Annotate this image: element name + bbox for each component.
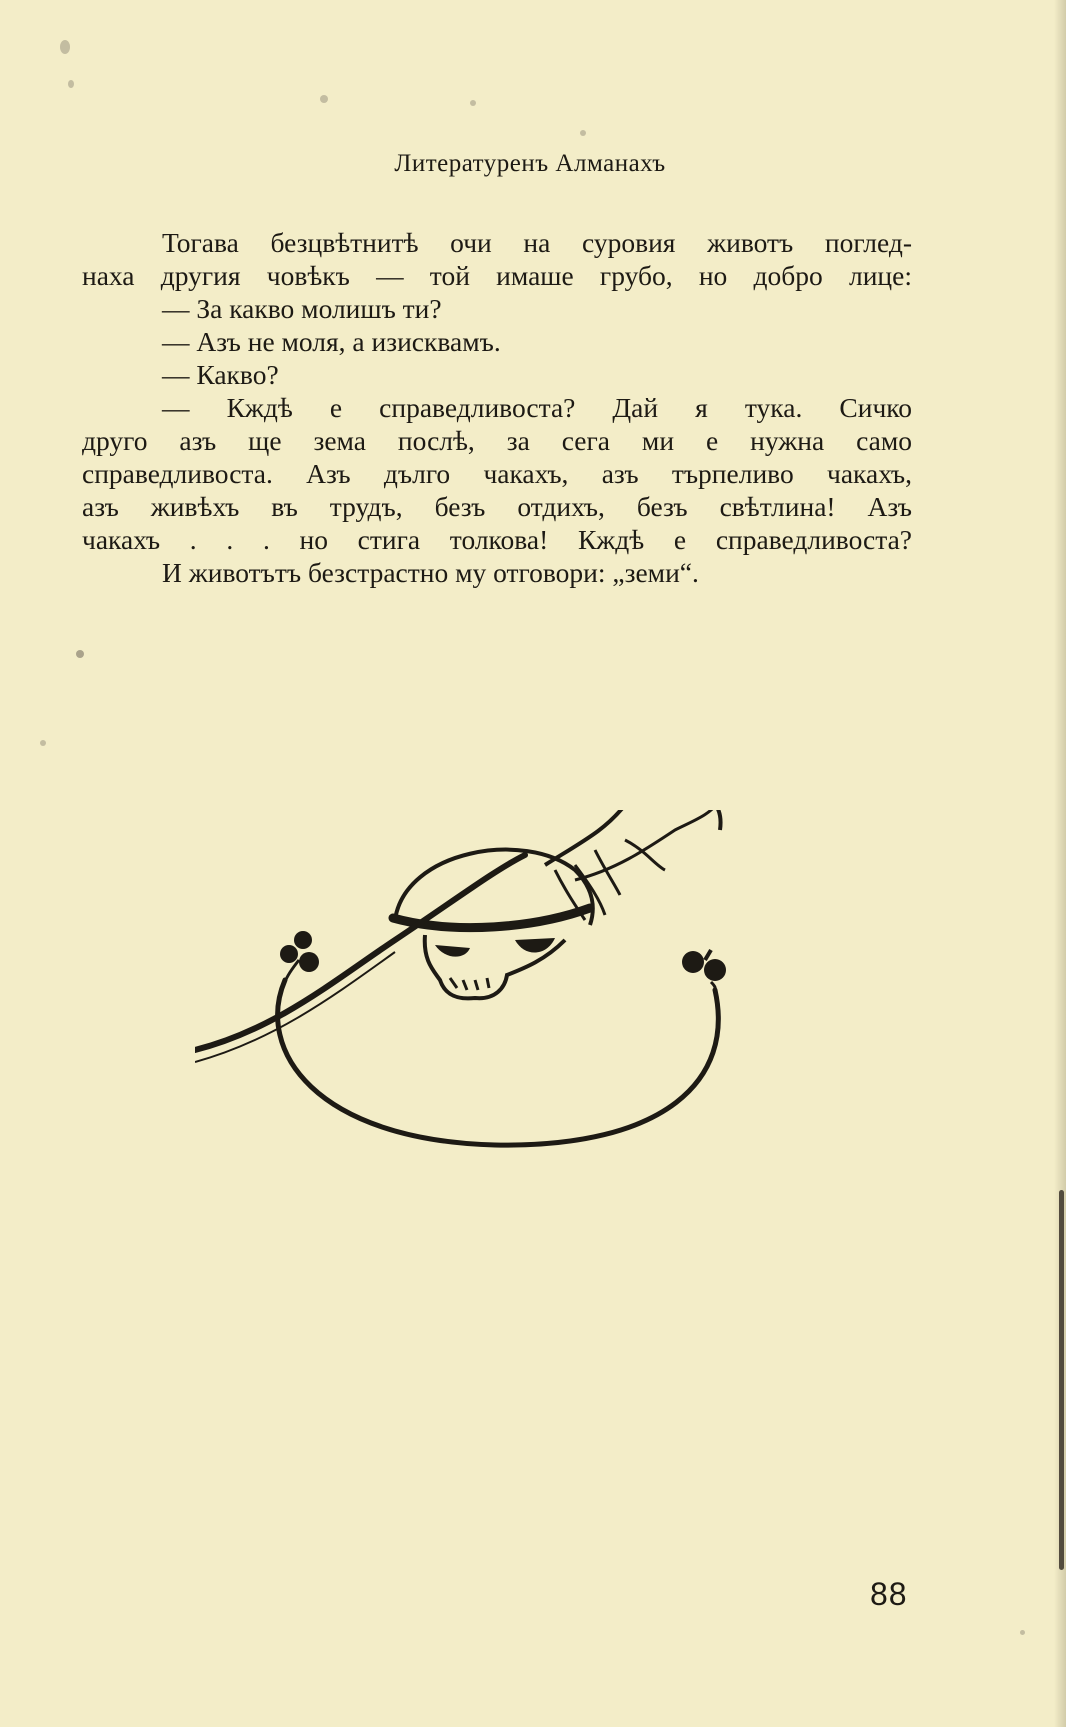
text-line: азъ живѣхъ въ трудъ, безъ отдихъ, безъ свѣтлина! Азъ — [82, 491, 912, 522]
text-line: — Кждѣ е справедливоста? Дай я тука. Сичко — [162, 392, 912, 423]
paper-speck — [470, 100, 476, 106]
paper-speck — [68, 80, 74, 88]
paper-speck — [76, 650, 84, 658]
text-line: справедливоста. Азъ дълго чакахъ, азъ търпеливо чакахъ, — [82, 458, 912, 489]
clover-right-icon — [682, 950, 726, 992]
binding-line — [1059, 1190, 1064, 1570]
text-line: И животътъ безстрастно му отговори: „земи“. — [162, 557, 699, 588]
text-line: — Азъ не моля, а изисквамъ. — [162, 326, 501, 357]
paper-speck — [60, 40, 70, 54]
page-edge — [1066, 0, 1080, 1727]
paper-speck — [320, 95, 328, 103]
paper-speck — [1020, 1630, 1025, 1635]
body-text — [82, 226, 912, 589]
text-line: — За какво молишъ ти? — [162, 293, 442, 324]
text-line: Тогава безцвѣтнитѣ очи на суровия животъ поглед- — [162, 227, 912, 258]
paper-speck — [40, 740, 46, 746]
paper-speck — [580, 130, 586, 136]
running-header: Литературенъ Алманахъ — [394, 150, 666, 177]
page-number: 88 — [870, 1576, 908, 1612]
text-line: наха другия човѣкъ — той имаше грубо, но добро лице: — [82, 260, 912, 291]
text-line: друго азъ ще зема послѣ, за сега ми е нужна само — [82, 425, 912, 456]
text-line: — Какво? — [162, 359, 279, 390]
text-line: чакахъ . . . но стига толкова! Кждѣ е справедливоста? — [82, 524, 912, 555]
skull-with-feather-illustration — [195, 810, 795, 1190]
clover-left-icon — [280, 931, 319, 982]
